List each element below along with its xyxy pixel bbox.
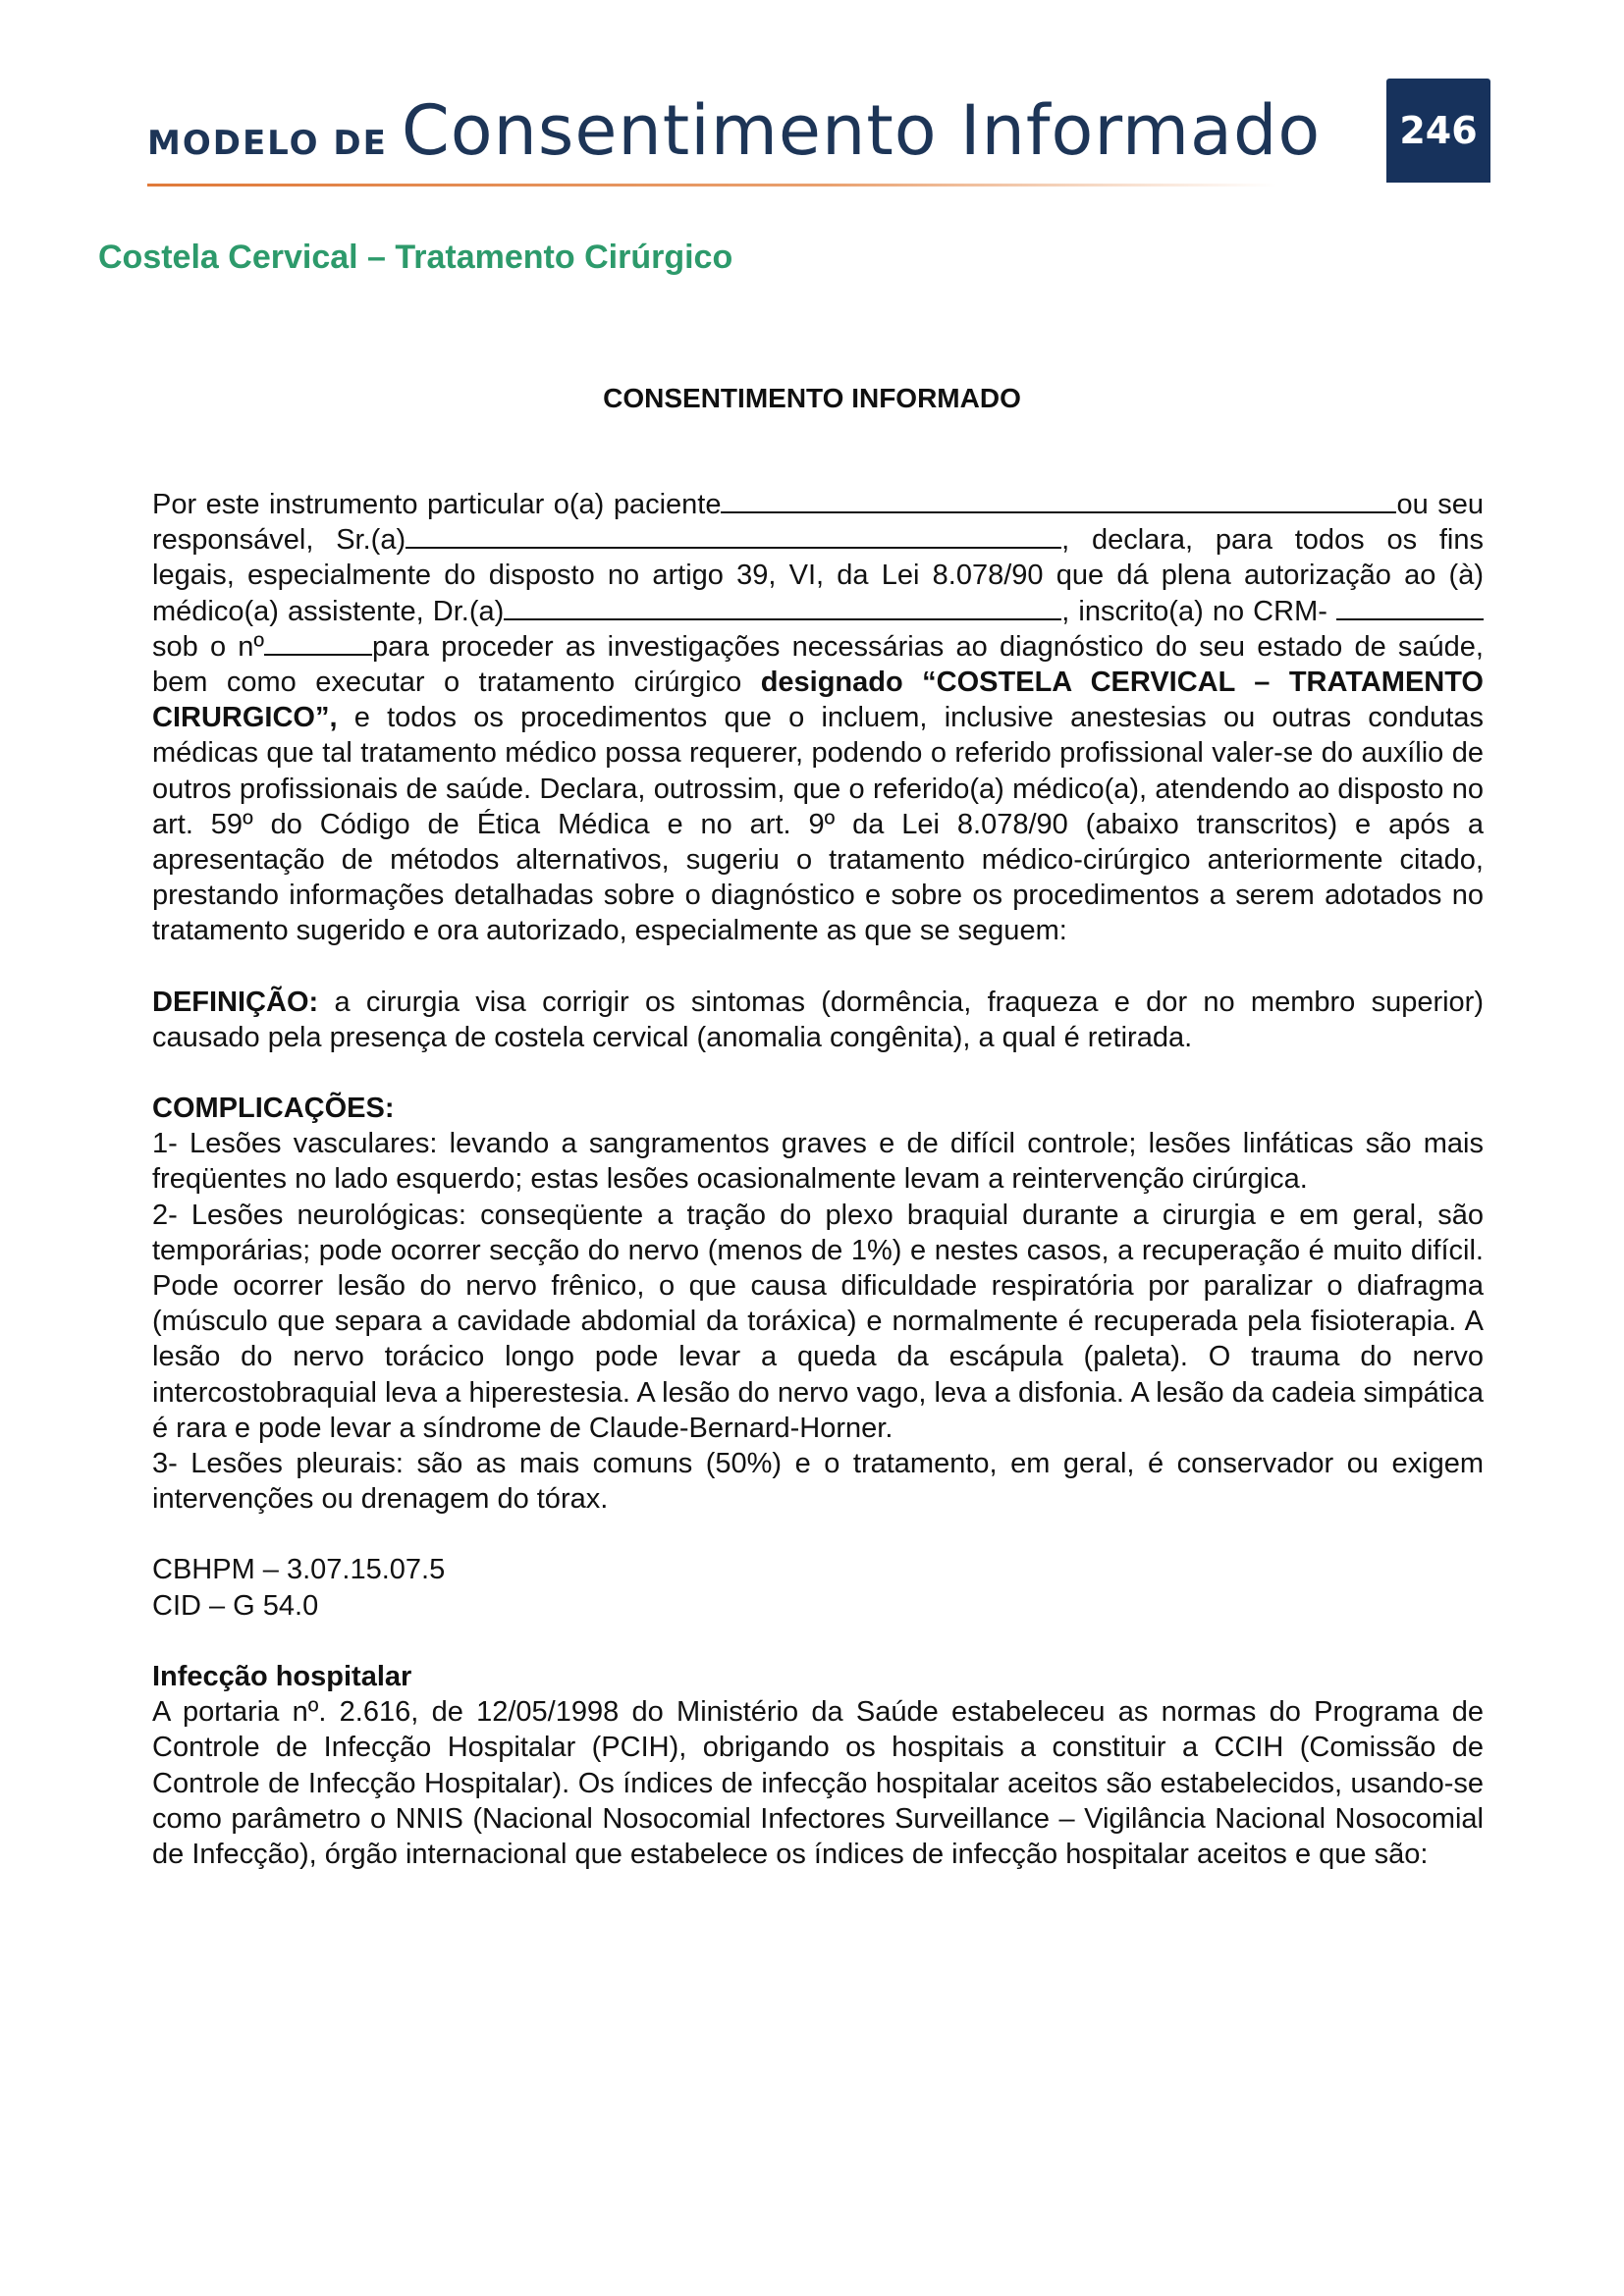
complication-item: 2- Lesões neurológicas: conseqüente a tração do plexo braquial durante a cirurgia e em geral, são temporárias; pode ocorrer secção do nervo (menos de 1%) e nestes casos, a recuperação é muito difícil. Pode ocorrer lesão do nervo frênico, o que causa dificuldade respiratória por paralizar o diafragma (músculo que separa a cavidade abdomial da toráxica) e normalmente é recuperada pela fisioterapia. A lesão do nervo torácico longo pode levar a queda da escápula (paleta). O trauma do nervo intercostobraquial leva a hiperestesia. A lesão do nervo vago, leva a disfonia. A lesão da cadeia simpática é rara e pode levar a síndrome de Claude-Bernard-Horner. <box>152 1199 1484 1444</box>
consent-text-6: para proceder as investigações necessárias ao diagnóstico do seu estado de saúde, bem como executar o tratamento cirúrgico <box>152 630 1484 699</box>
consent-text-5: sob o nº <box>152 630 264 663</box>
infection-label: Infecção hospitalar <box>152 1660 412 1692</box>
definition-text: a cirurgia visa corrigir os sintomas (dormência, fraqueza e dor no membro superior) causado pela presença de costela cervical (anomalia congênita), a qual é retirada. <box>152 986 1484 1053</box>
infection-text: A portaria nº. 2.616, de 12/05/1998 do Ministério da Saúde estabeleceu as normas do Programa de Controle de Infecção Hospitalar (PCIH), obrigando os hospitais a constituir a CCIH (Comissão de Controle de Infecção Hospitalar). Os índices de infecção hospitalar aceitos são estabelecidos, usando-se como parâmetro o NNIS (Nacional Nosocomial Infectores Surveillance – Vigilância Nacional Nosocomial de Infecção), órgão internacional que estabelece os índices de infecção hospitalar aceitos e que são: <box>152 1696 1484 1870</box>
header-rule <box>147 184 1276 187</box>
header-main-title: Consentimento Informado <box>401 90 1322 171</box>
consent-text-1: Por este instrumento particular o(a) paciente <box>152 489 722 520</box>
complication-item: 3- Lesões pleurais: são as mais comuns (50%) e o tratamento, em geral, é conservador ou exigem intervenções ou drenagem do tórax. <box>152 1448 1484 1516</box>
cbhpm-code: CBHPM – 3.07.15.07.5 <box>152 1554 446 1586</box>
responsible-name-blank <box>406 523 1061 549</box>
definition-label: DEFINIÇÃO: <box>152 986 319 1018</box>
consent-paragraph <box>152 487 1484 949</box>
consent-text-2: ou seu responsável, Sr.(a) <box>152 489 1484 557</box>
definition-paragraph <box>152 985 1484 1055</box>
document-title: CONSENTIMENTO INFORMADO <box>603 383 1021 413</box>
complication-item: 1- Lesões vasculares: levando a sangramentos graves e de difícil controle; lesões linfáticas são mais freqüentes no lado esquerdo; estas lesões ocasionalmente levam a reintervenção cirúrgica. <box>152 1128 1484 1196</box>
page-header <box>147 88 1322 187</box>
consent-text-3: , declara, para todos os fins legais, especialmente do disposto no artigo 39, VI, da Lei 8.078/90 que dá plena autorização ao (à) médico(a) assistente, Dr.(a) <box>152 524 1484 627</box>
section-title: Costela Cervical – Tratamento Cirúrgico <box>98 239 733 276</box>
patient-name-blank <box>721 488 1396 513</box>
header-prefix: MODELO DE <box>147 124 388 163</box>
procedure-designation: designado “COSTELA CERVICAL – TRATAMENTO CIRURGICO”, <box>152 667 1484 734</box>
document-body <box>152 487 1484 1872</box>
crm-state-blank <box>1336 595 1484 620</box>
header-title <box>147 90 1321 171</box>
crm-number-blank <box>264 630 372 656</box>
complications-label: COMPLICAÇÕES: <box>152 1093 395 1125</box>
consent-text-7: e todos os procedimentos que o incluem, inclusive anestesias ou outras condutas médicas que tal tratamento médico possa requerer, podendo o referido profissional valer-se do auxílio de outros profissionais de saúde. Declara, outrossim, que o referido(a) médico(a), atendendo ao disposto no art. 59º do Código de Ética Médica e no art. 9º da Lei 8.078/90 (abaixo transcritos) e após a apresentação de métodos alternativos, sugeriu o tratamento médico-cirúrgico anteriormente citado, prestando informações detalhadas sobre o diagnóstico e sobre os procedimentos a serem adotados no tratamento sugerido e ora autorizado, especialmente as que se seguem: <box>152 702 1484 947</box>
cid-code: CID – G 54.0 <box>152 1589 319 1622</box>
doctor-name-blank <box>504 595 1061 620</box>
consent-text-4: , inscrito(a) no CRM- <box>1061 595 1327 627</box>
page-number-badge: 246 <box>1386 79 1490 183</box>
